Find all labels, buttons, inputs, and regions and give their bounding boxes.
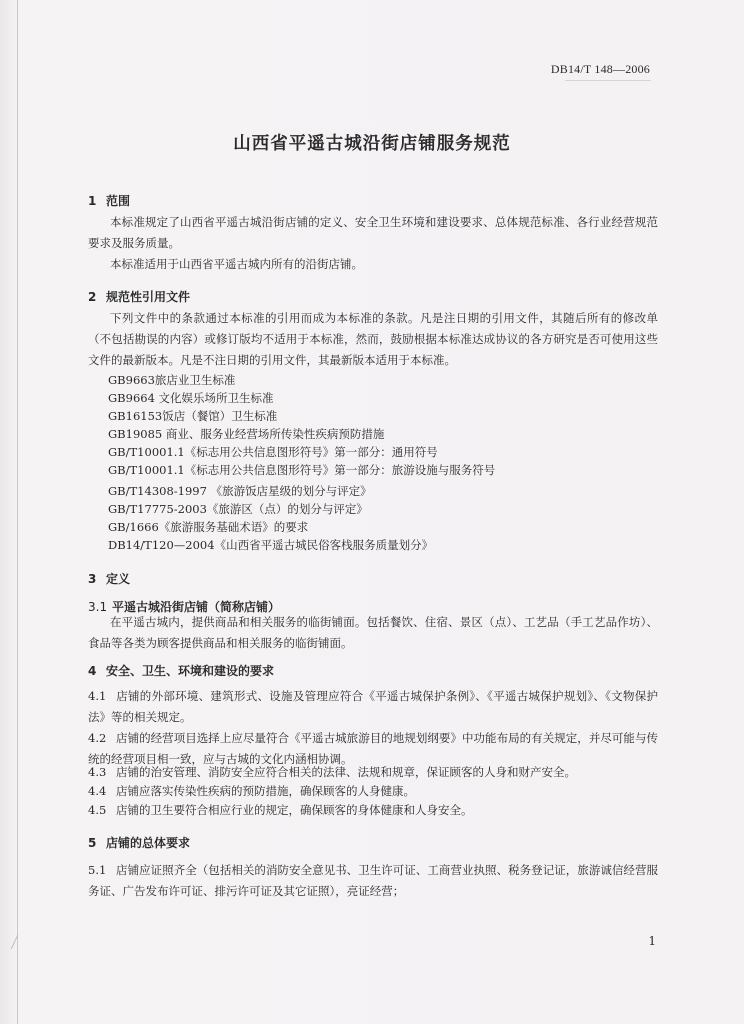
page-fold-mark bbox=[11, 935, 29, 949]
clause-text: 店铺应证照齐全（包括相关的消防安全意见书、卫生许可证、工商营业执照、税务登记证，旅游诚信经营服务证、广告发布许可证、排污许可证及其它证照），亮证经营； bbox=[88, 863, 658, 898]
clause-number: 4.1 bbox=[88, 689, 107, 703]
section-2-heading bbox=[88, 288, 190, 305]
reference-item: GB9664 文化娱乐场所卫生标准 bbox=[108, 391, 274, 405]
reference-item: GB16153饭店（餐馆）卫生标准 bbox=[108, 409, 278, 423]
clause-number: 4.4 bbox=[88, 784, 107, 798]
section-title: 规范性引用文件 bbox=[106, 290, 191, 304]
section-1-paragraph-2: 本标准适用于山西省平遥古城内所有的沿街店铺。 bbox=[110, 257, 363, 271]
section-title: 安全、卫生、环境和建设的要求 bbox=[106, 664, 275, 678]
section-number: 4 bbox=[88, 664, 97, 678]
section-title: 定义 bbox=[106, 572, 131, 586]
section-number: 1 bbox=[88, 194, 97, 208]
section-title: 范围 bbox=[106, 194, 131, 208]
clause-4-1 bbox=[88, 686, 658, 728]
header-rule bbox=[565, 80, 651, 81]
clause-4-5 bbox=[88, 800, 658, 821]
document-title: 山西省平遥古城沿街店铺服务规范 bbox=[233, 134, 511, 154]
section-2-paragraph-1: 下列文件中的条款通过本标准的引用而成为本标准的条款。凡是注日期的引用文件，其随后所有的修改单（不包括勘误的内容）或修订版均不适用于本标准，然而，鼓励根据本标准达成协议的各方研究是否可使用这些文件的最新版本。凡是不注日期的引用文件，其最新版本适用于本标准。 bbox=[88, 311, 658, 367]
section-5-heading bbox=[88, 834, 190, 851]
clause-text: 店铺的外部环境、建筑形式、设施及管理应符合《平遥古城保护条例》、《平遥古城保护规划》、《文物保护法》等的相关规定。 bbox=[88, 689, 658, 724]
reference-item: GB/T14308-1997 《旅游饭店星级的划分与评定》 bbox=[108, 484, 372, 498]
reference-item: DB14/T120—2004《山西省平遥古城民俗客栈服务质量划分》 bbox=[108, 538, 434, 552]
section-1-heading bbox=[88, 192, 130, 209]
reference-item: GB19085 商业、服务业经营场所传染性疾病预防措施 bbox=[108, 427, 385, 441]
clause-text: 店铺的卫生要符合相应行业的规定，确保顾客的身体健康和人身安全。 bbox=[116, 803, 473, 817]
clause-number: 4.5 bbox=[88, 803, 107, 817]
clause-number: 4.2 bbox=[88, 731, 107, 745]
page-number: 1 bbox=[648, 934, 656, 948]
subsection-title: 平遥古城沿街店铺（简称店铺） bbox=[112, 600, 281, 614]
reference-item: GB/T17775-2003《旅游区（点）的划分与评定》 bbox=[108, 502, 368, 516]
clause-text: 店铺的经营项目选择上应尽量符合《平遥古城旅游目的地规划纲要》中功能布局的有关规定，并尽可能与传统的经营项目相一致，应与古城的文化内涵相协调。 bbox=[88, 731, 658, 766]
document-code: DB14/T 148—2006 bbox=[550, 62, 650, 76]
subsection-number: 3.1 bbox=[88, 600, 108, 614]
section-title: 店铺的总体要求 bbox=[106, 836, 191, 850]
section-3-heading bbox=[88, 570, 130, 587]
clause-4-4 bbox=[88, 781, 658, 802]
reference-item: GB/1666《旅游服务基础术语》的要求 bbox=[108, 520, 309, 534]
clause-text: 店铺应落实传染性疾病的预防措施，确保顾客的人身健康。 bbox=[116, 784, 415, 798]
reference-item: GB/T10001.1《标志用公共信息图形符号》第一部分：旅游设施与服务符号 bbox=[108, 463, 496, 477]
clause-4-3 bbox=[88, 762, 658, 783]
reference-item: GB9663旅店业卫生标准 bbox=[108, 373, 236, 387]
clause-text: 店铺的治安管理、消防安全应符合相关的法律、法规和规章，保证顾客的人身和财产安全。 bbox=[116, 765, 576, 779]
clause-5-1 bbox=[88, 860, 658, 902]
clause-number: 4.3 bbox=[88, 765, 107, 779]
section-1-paragraph-1: 本标准规定了山西省平遥古城沿街店铺的定义、安全卫生环境和建设要求、总体规范标准、各行业经营规范要求及服务质量。 bbox=[88, 215, 658, 250]
section-number: 2 bbox=[88, 290, 97, 304]
section-number: 5 bbox=[88, 836, 97, 850]
section-4-heading bbox=[88, 662, 274, 679]
section-number: 3 bbox=[88, 572, 97, 586]
reference-item: GB/T10001.1《标志用公共信息图形符号》第一部分：通用符号 bbox=[108, 445, 438, 459]
section-3-paragraph-1: 在平遥古城内，提供商品和相关服务的临街铺面。包括餐饮、住宿、景区（点）、工艺品（手工艺品作坊）、食品等各类为顾客提供商品和相关服务的临街铺面。 bbox=[88, 615, 658, 650]
clause-number: 5.1 bbox=[88, 863, 107, 877]
